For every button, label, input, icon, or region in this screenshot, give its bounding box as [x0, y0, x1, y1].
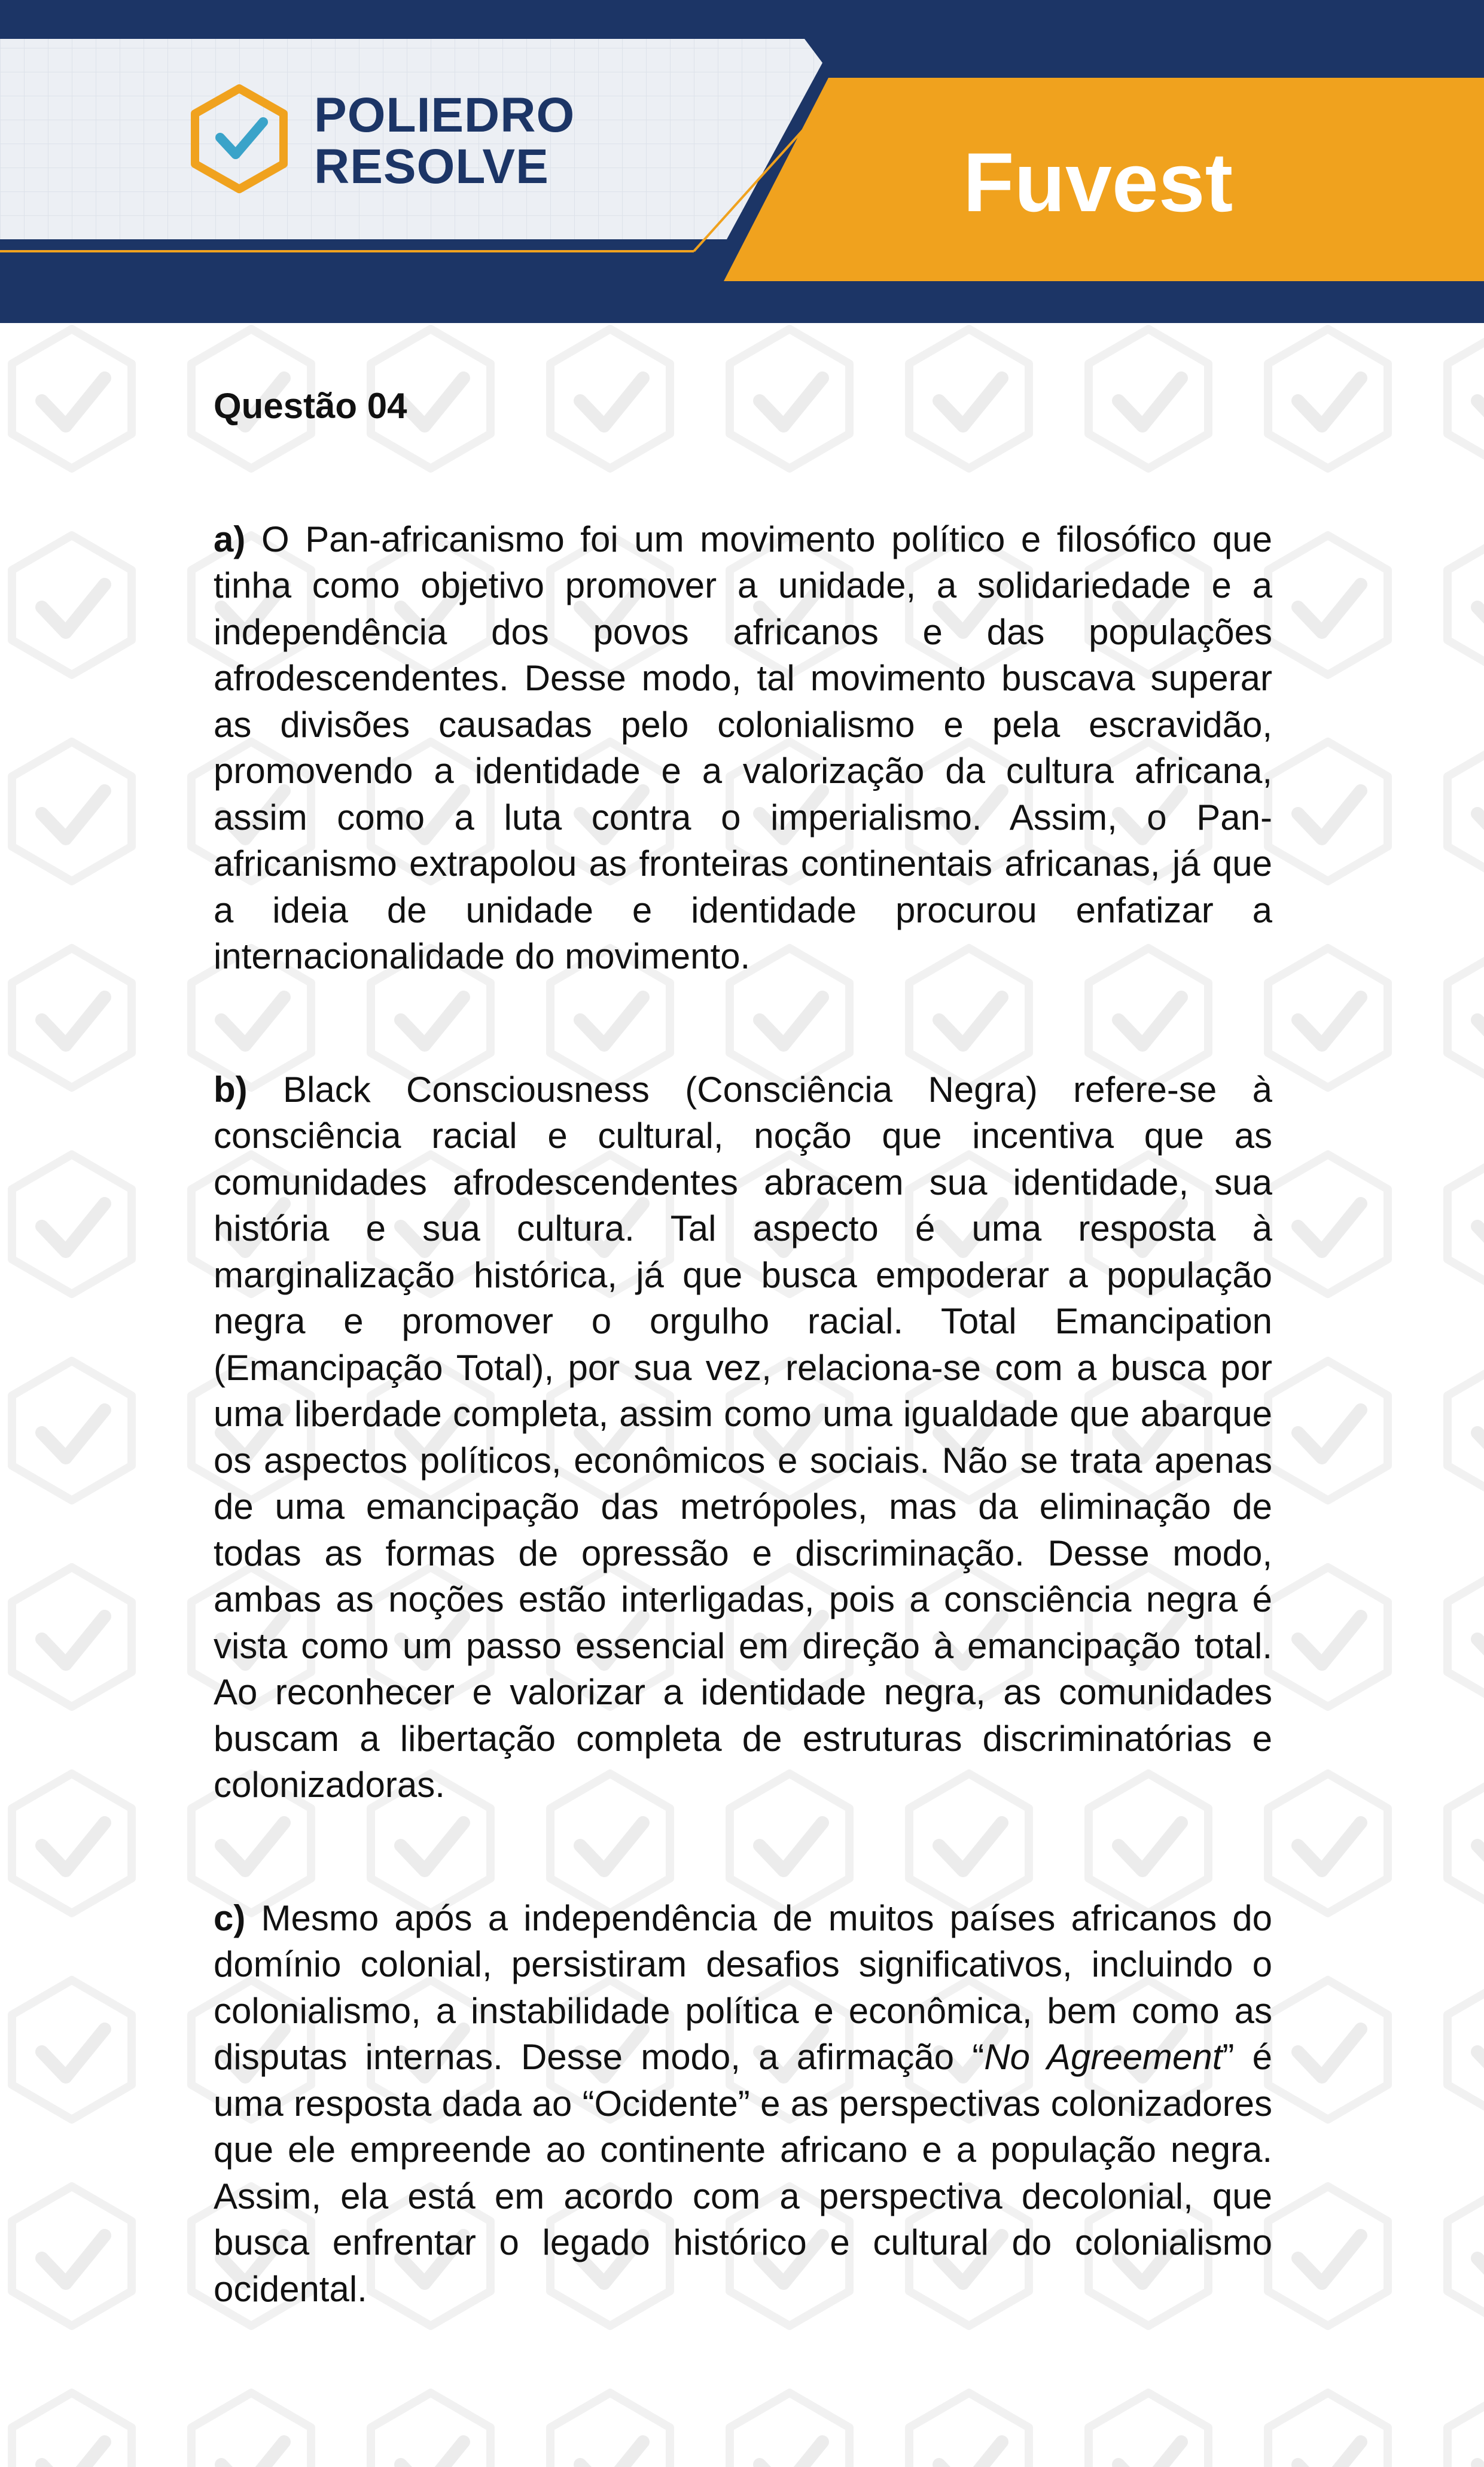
answer-a-text: O Pan-africanismo foi um movimento político e filosófico que tinha como objetivo promover a unidade, a solidariedade e a independência dos povos africanos e das populações afrodescendentes. Desse modo, tal movimento buscava superar as divisões causadas pelo colonialismo e pela escravidão, promovendo a identidade e a valorização da cultura africana, assim como a luta contra o imperialismo. Assim, o Pan-africanismo extrapolou as fronteiras continentais africanas, já que a ideia de unidade e identidade procurou enfatizar a internacionalidade do movimento. — [214, 519, 1272, 976]
question-content — [214, 383, 1272, 2399]
answer-c-text-after: ” é uma resposta dada ao “Ocidente” e as perspectivas colonizadores que ele empreende ao continente africano e a população negra. Assim, ela está em acordo com a perspectiva decolonial, que busca enfrentar o legado histórico e cultural do colonialismo ocidental. — [214, 2037, 1272, 2309]
answer-b — [214, 1067, 1272, 1808]
brand-name-line2: RESOLVE — [314, 139, 549, 194]
answer-b-label: b) — [214, 1069, 248, 1110]
answer-a — [214, 516, 1272, 980]
answer-c-label: c) — [214, 1898, 246, 1938]
question-title: Questão 04 — [214, 386, 407, 426]
answer-c-text-italic: No Agreement — [984, 2037, 1223, 2077]
answer-b-text: Black Consciousness (Consciência Negra) refere-se à consciência racial e cultural, noção que incentiva que as comunidades afrodescendentes abracem sua identidade, sua história e sua cultura. Tal aspecto é uma resposta à marginalização histórica, já que busca empoderar a população negra e promover o orgulho racial. Total Emancipation (Emancipação Total), por sua vez, relaciona-se com a busca por uma liberdade completa, assim como uma igualdade que abarque os aspectos políticos, econômicos e sociais. Não se trata apenas de uma emancipação das metrópoles, mas da eliminação de todas as formas de opressão e discriminação. Desse modo, ambas as noções estão interligadas, pois a consciência negra é vista como um passo essencial em direção à emancipação total. Ao reconhecer e valorizar a identidade negra, as comunidades buscam a libertação completa de estruturas discriminatórias e colonizadoras. — [214, 1069, 1272, 1805]
exam-name: Fuvest — [963, 135, 1233, 229]
header-banner — [0, 0, 1484, 323]
answer-c-text-before: Mesmo após a independência de muitos países africanos do domínio colonial, persistiram desafios significativos, incluindo o colonialismo, a instabilidade política e econômica, bem como as disputas internas. Desse modo, a afirmação “ — [214, 1898, 1272, 2077]
brand-name-line1: POLIEDRO — [314, 88, 575, 142]
answer-a-label: a) — [214, 519, 246, 559]
answer-c — [214, 1895, 1272, 2313]
